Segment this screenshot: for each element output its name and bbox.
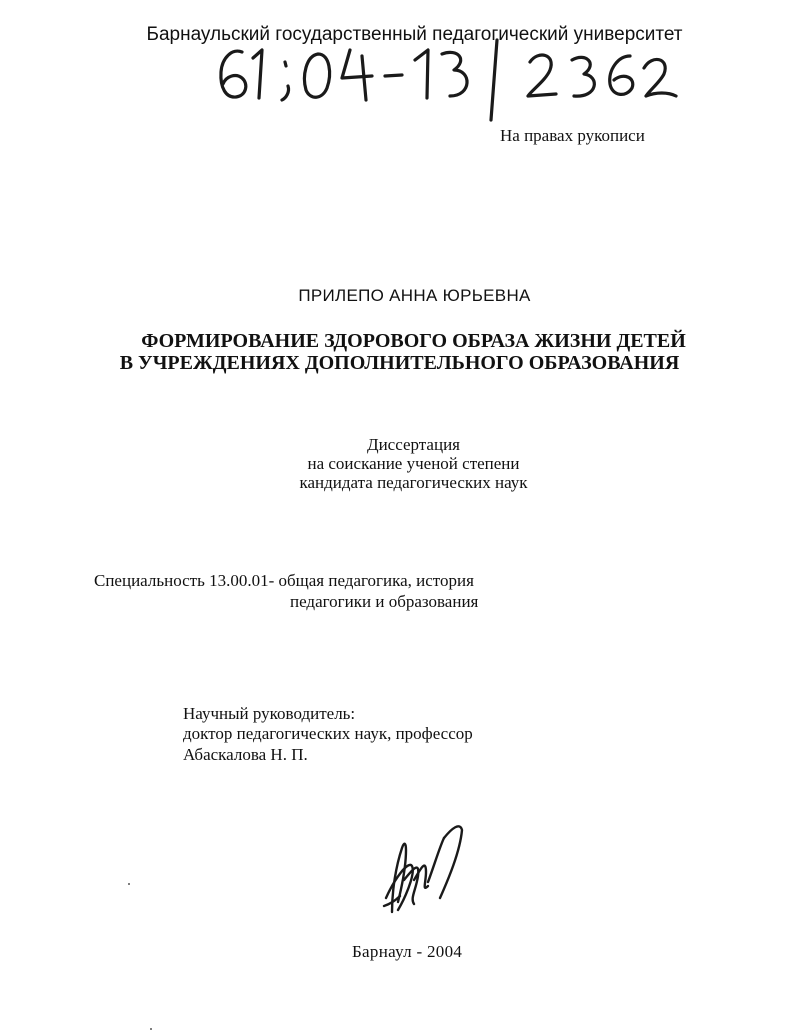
- specialty-line-2: педагогики и образования: [290, 592, 479, 611]
- degree-purpose: на соискание ученой степени: [307, 454, 520, 473]
- author-name: ПРИЛЕПО АННА ЮРЬЕВНА: [298, 286, 531, 305]
- thesis-title-line-1: ФОРМИРОВАНИЕ ЗДОРОВОГО ОБРАЗА ЖИЗНИ ДЕТЕЙ: [141, 330, 686, 352]
- supervisor-degree: доктор педагогических наук, профессор: [183, 724, 473, 743]
- manuscript-rights-note: На правах рукописи: [500, 126, 645, 145]
- supervisor-name: Абаскалова Н. П.: [183, 745, 308, 764]
- dissertation-label: Диссертация: [366, 435, 460, 454]
- thesis-title-line-2: В УЧРЕЖДЕНИЯХ ДОПОЛНИТЕЛЬНОГО ОБРАЗОВАНИЯ: [119, 352, 680, 374]
- supervisor-label: Научный руководитель:: [183, 704, 356, 723]
- paper-speck: [150, 1028, 152, 1030]
- degree-name: кандидата педагогических наук: [299, 473, 528, 492]
- university-name: Барнаульский государственный педагогический университет: [146, 24, 683, 45]
- paper-speck: [128, 883, 130, 885]
- city-and-year: Барнаул - 2004: [352, 942, 463, 961]
- specialty-line-1: Специальность 13.00.01- общая педагогика, история: [94, 571, 474, 590]
